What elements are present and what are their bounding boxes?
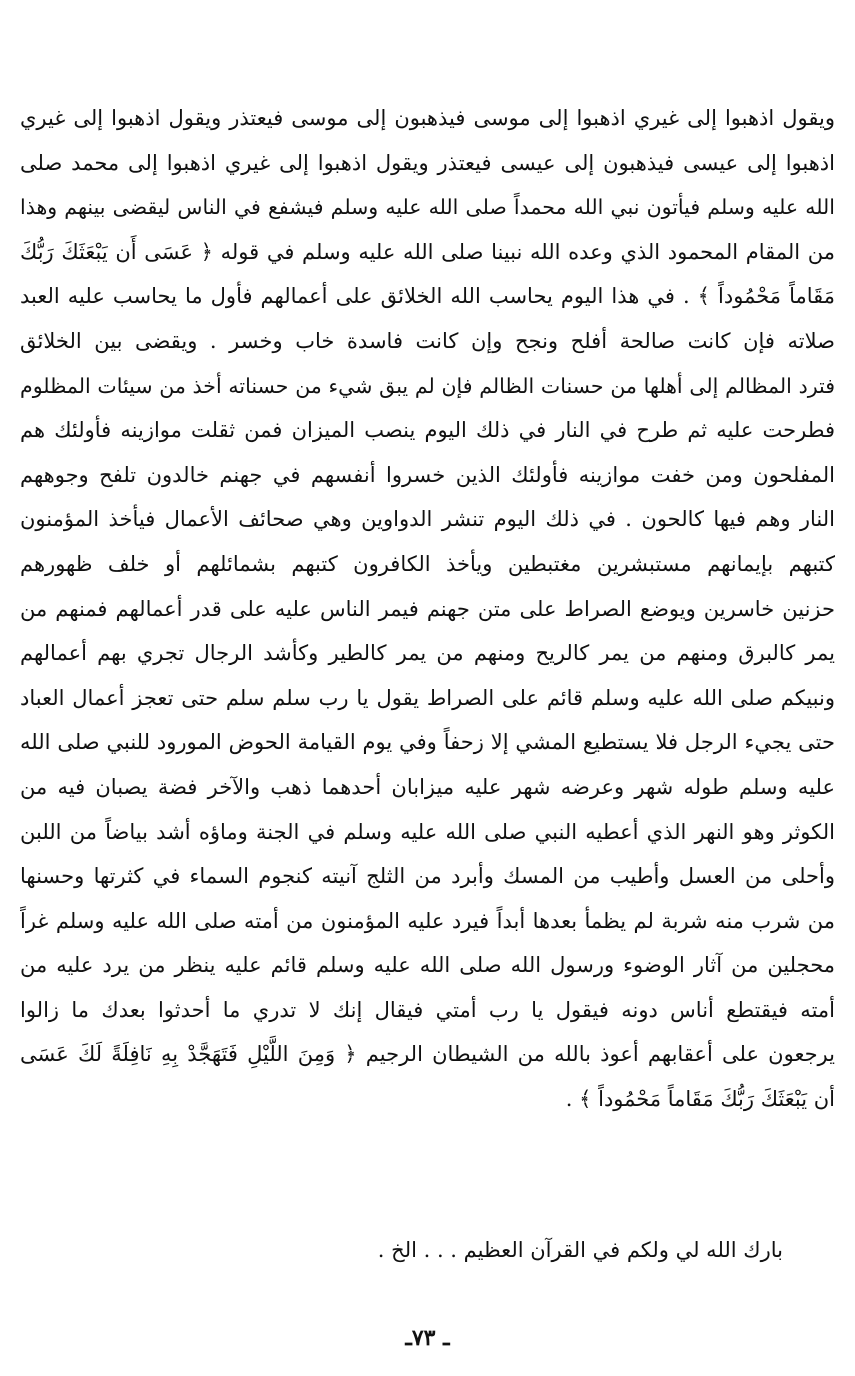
text-line: أمته فيقتطع أناس دونه فيقول يا رب أمتي فيقال إنك لا تدري ما أحدثوا بعدك ما زالوا <box>20 997 835 1022</box>
text-line: مَقَاماً مَحْمُوداً ﴾ . في هذا اليوم يحاسب الله الخلائق على أعمالهم فأول ما يحاسب عليه العبد <box>20 284 835 309</box>
text-line: وأحلى من العسل وأطيب من المسك وأبرد من الثلج آنيته كنجوم السماء في كثرتها وحسنها <box>20 864 835 889</box>
text-line: ونبيكم صلى الله عليه وسلم قائم على الصراط يقول يا رب سلم سلم حتى تعجز أعمال العباد <box>20 685 835 710</box>
text-line: من شرب منه شربة لم يظمأ بعدها أبداً فيرد عليه المؤمنون من أمته صلى الله عليه وسلم غراً <box>20 908 835 933</box>
text-line: النار وهم فيها كالحون . في ذلك اليوم تنشر الدواوين وهي صحائف الأعمال فيأخذ المؤمنون <box>20 507 835 532</box>
text-line: صلاته فإن كانت صالحة أفلح ونجح وإن كانت فاسدة خاب وخسر . ويقضى بين الخلائق <box>20 328 835 353</box>
text-line: حتى يجيء الرجل فلا يستطيع المشي إلا زحفاً وفي يوم القيامة الحوض المورود للنبي صلى الله <box>20 730 835 755</box>
text-line: المفلحون ومن خفت موازينه فأولئك الذين خسروا أنفسهم في جهنم خالدون تلفح وجوههم <box>20 462 835 487</box>
page-number: ـ ٧٣ـ <box>405 1325 450 1351</box>
text-line: حزنين خاسرين ويوضع الصراط على متن جهنم فيمر الناس عليه على قدر أعمالهم فمنهم من <box>20 596 835 621</box>
text-line: أن يَبْعَثَكَ رَبُّكَ مَقَاماً مَحْمُوداً ﴾ . <box>565 1087 835 1112</box>
text-line: محجلين من آثار الوضوء ورسول الله صلى الله عليه وسلم قائم عليه ينظر من يرد عليه من <box>20 953 835 978</box>
text-line: ويقول اذهبوا إلى غيري اذهبوا إلى موسى فيذهبون إلى موسى فيعتذر ويقول اذهبوا إلى غيري <box>20 106 835 130</box>
main-text <box>20 96 835 1122</box>
text-line: يمر كالبرق ومنهم من يمر كالريح ومنهم من يمر كالطير وكأشد الرجال تجري بهم أعمالهم <box>20 641 835 666</box>
text-line: فطرحت عليه ثم طرح في النار في ذلك اليوم ينصب الميزان فمن ثقلت موازينه فأولئك هم <box>20 418 835 443</box>
text-line: عليه وسلم طوله شهر وعرضه شهر عليه ميزابان أحدهما ذهب والآخر فضة يصبان فيه من <box>20 774 835 799</box>
text-line: يرجعون على أعقابهم أعوذ بالله من الشيطان الرجيم ﴿ وَمِنَ اللَّيْلِ فَتَهَجَّدْ بِهِ نَافِلَةً لَكَ عَسَى <box>20 1042 835 1067</box>
text-line: من المقام المحمود الذي وعده الله نبينا صلى الله عليه وسلم في قوله ﴿ عَسَى أَن يَبْعَثَكَ رَبُّكَ <box>20 239 835 264</box>
text-line: اذهبوا إلى عيسى فيذهبون إلى عيسى فيعتذر ويقول اذهبوا إلى غيري اذهبوا إلى محمد صلى <box>20 150 835 175</box>
closing-line: بارك الله لي ولكم في القرآن العظيم . . . الخ . <box>377 1238 783 1262</box>
text-line: فترد المظالم إلى أهلها من حسنات الظالم فإن لم يبق شيء من حسناته أخذ من سيئات المظلوم <box>20 373 835 398</box>
text-line: الكوثر وهو النهر الذي أعطيه النبي صلى الله عليه وسلم في الجنة وماؤه أشد بياضاً من اللبن <box>20 819 835 844</box>
text-line: الله عليه وسلم فيأتون نبي الله محمداً صلى الله عليه وسلم فيشفع في الناس ليقضى بينهم وهذا <box>20 195 835 220</box>
text-line: كتبهم بإيمانهم مستبشرين مغتبطين ويأخذ الكافرون كتبهم بشمائلهم أو خلف ظهورهم <box>20 551 835 576</box>
